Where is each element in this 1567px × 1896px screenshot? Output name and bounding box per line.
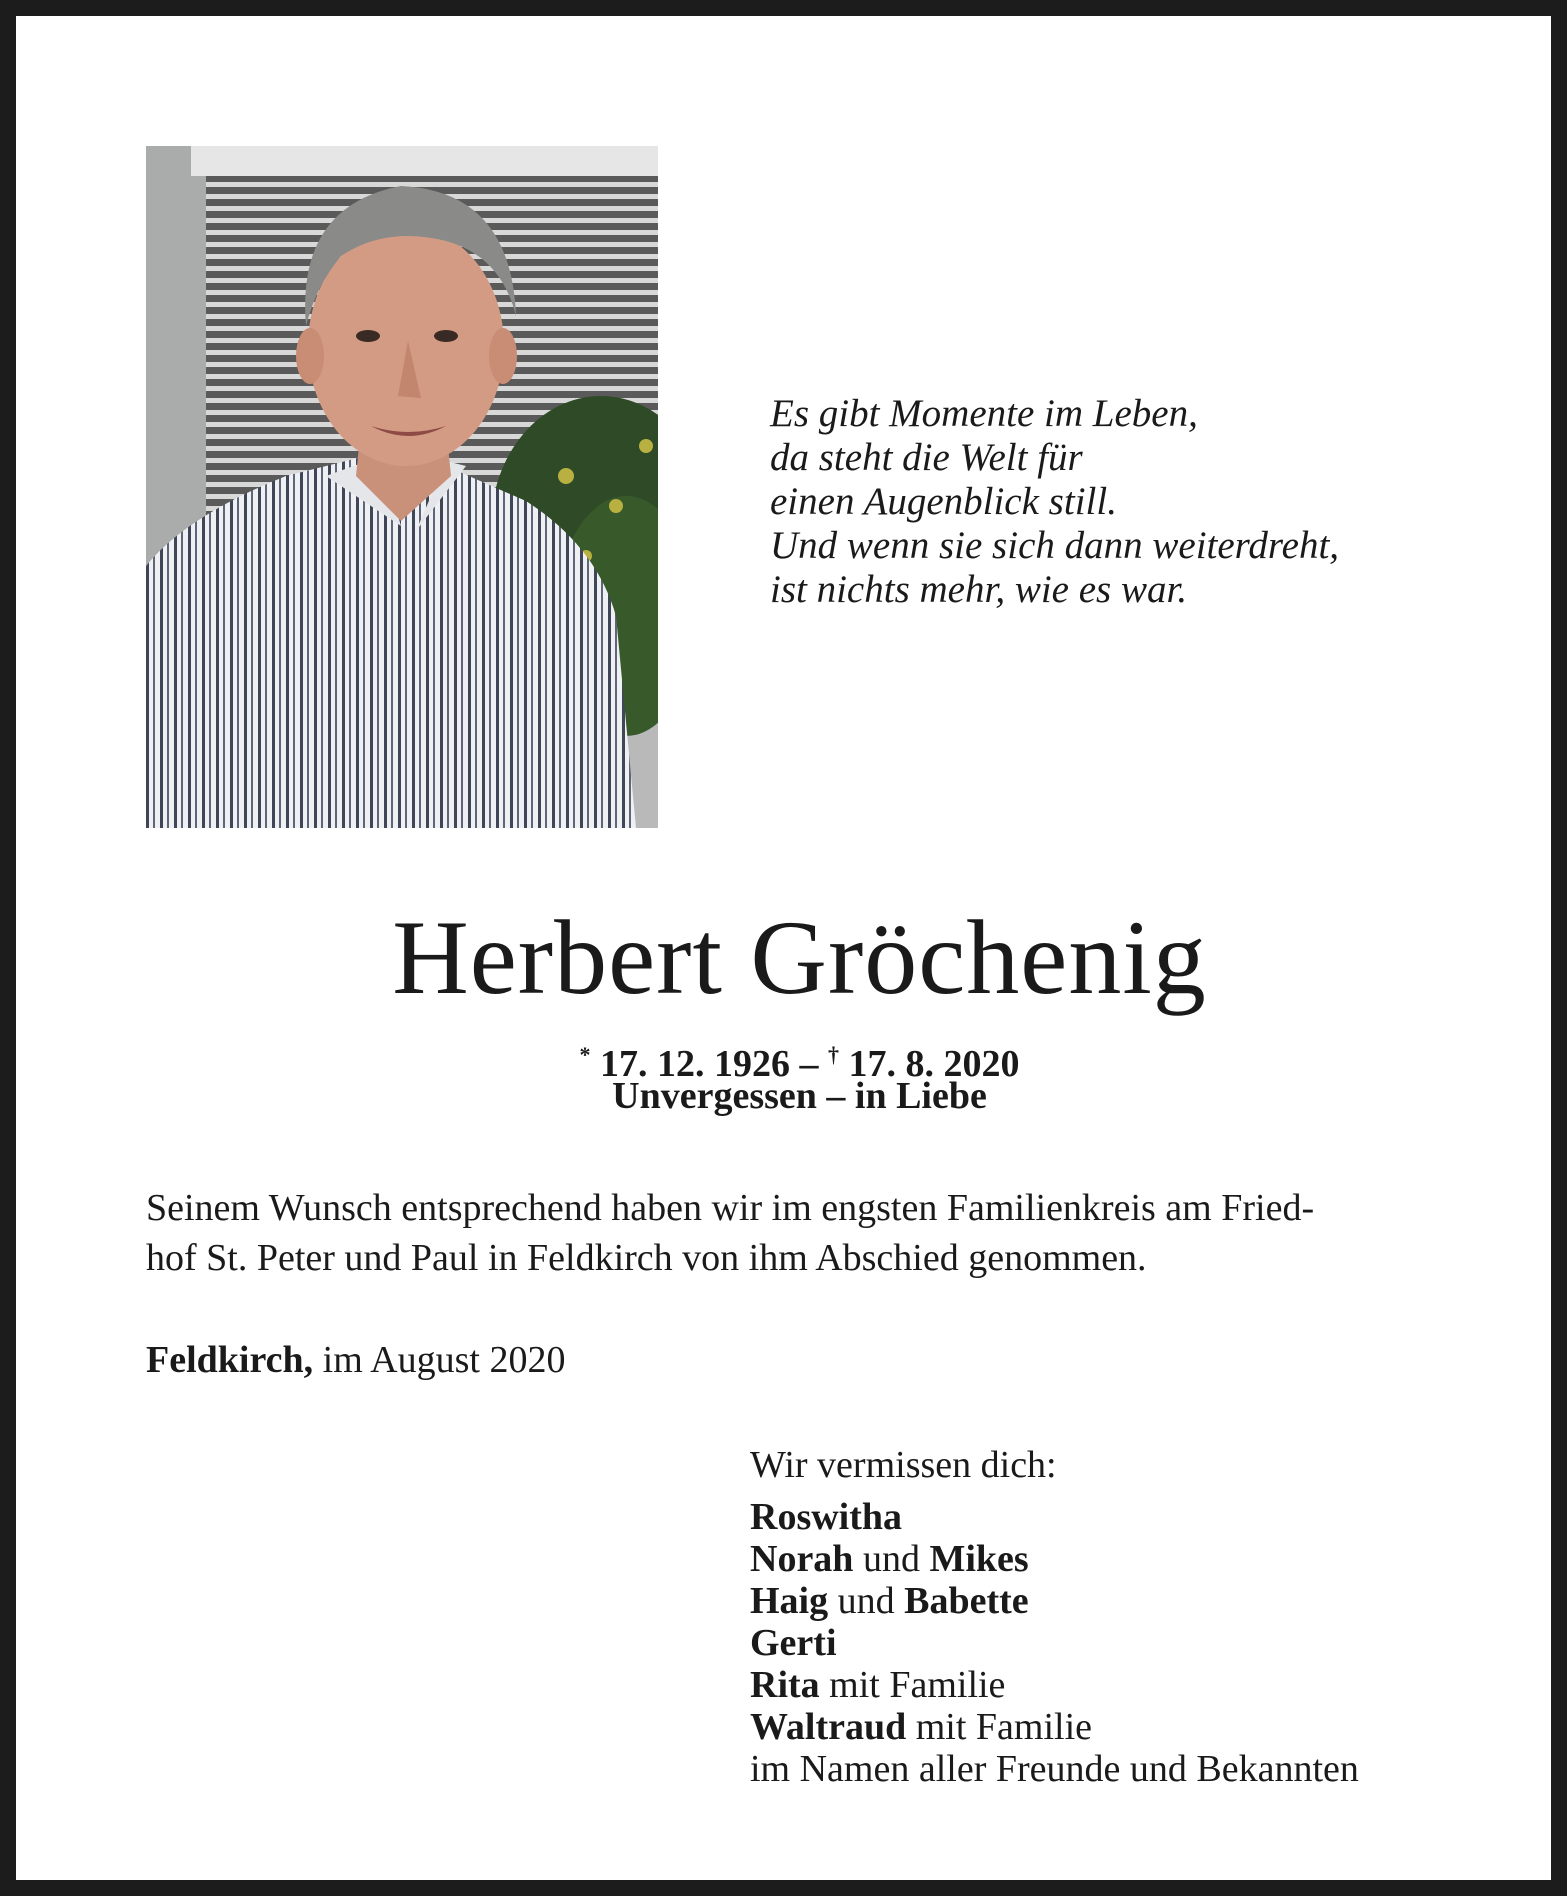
mourner-entry <box>750 1538 1359 1580</box>
place-date: im August 2020 <box>322 1339 566 1381</box>
place-city: Feldkirch, <box>146 1339 314 1381</box>
mourner-name: Babette <box>904 1580 1029 1622</box>
mourner-name: Waltraud <box>750 1706 907 1748</box>
mourner-entry <box>750 1496 1359 1538</box>
mourners-intro: Wir vermissen dich: <box>750 1444 1057 1486</box>
quote-line: Es gibt Momente im Leben, <box>770 392 1198 435</box>
mourner-name: Rita <box>750 1664 820 1706</box>
mourners-closing: im Namen aller Freunde und Bekannten <box>750 1748 1359 1790</box>
mourner-joiner: mit Familie <box>829 1664 1006 1706</box>
quote-line: einen Augenblick still. <box>770 480 1117 523</box>
mourner-name: Haig <box>750 1580 829 1622</box>
mourner-entry <box>750 1664 1359 1706</box>
memorial-motto: Unvergessen – in Liebe <box>612 1075 987 1117</box>
mourner-entry <box>750 1580 1359 1622</box>
place-and-date <box>146 1336 565 1384</box>
birth-symbol: * <box>579 1042 591 1067</box>
portrait-image <box>146 146 658 828</box>
portrait-photo <box>146 146 658 828</box>
mourner-joiner: und <box>837 1580 895 1622</box>
mourner-joiner: mit Familie <box>915 1706 1093 1748</box>
quote-line: da steht die Welt für <box>770 436 1083 479</box>
mourner-name: Gerti <box>750 1622 837 1664</box>
mourner-joiner: und <box>862 1538 920 1580</box>
announcement-line: hof St. Peter und Paul in Feldkirch von ihm Abschied genommen. <box>146 1237 1147 1279</box>
quote-line: Und wenn sie sich dann weiterdreht, <box>770 524 1340 567</box>
deceased-name: Herbert Gröchenig <box>392 899 1207 1016</box>
date-separator: – <box>799 1043 819 1085</box>
mourner-entry <box>750 1622 1359 1664</box>
mourner-entry <box>750 1706 1359 1748</box>
death-symbol: † <box>828 1042 839 1067</box>
birth-date: 17. 12. 1926 <box>600 1043 790 1085</box>
mourner-name: Norah <box>750 1538 854 1580</box>
quote-line: ist nichts mehr, wie es war. <box>770 568 1188 611</box>
mourner-name: Roswitha <box>750 1496 903 1538</box>
announcement-line: Seinem Wunsch entsprechend haben wir im engsten Familienkreis am Fried- <box>146 1187 1315 1229</box>
memorial-quote <box>770 392 1430 612</box>
announcement-text <box>146 1183 1466 1283</box>
mourners-list <box>750 1444 1359 1790</box>
mourner-name: Mikes <box>929 1538 1029 1580</box>
death-date: 17. 8. 2020 <box>848 1043 1020 1085</box>
